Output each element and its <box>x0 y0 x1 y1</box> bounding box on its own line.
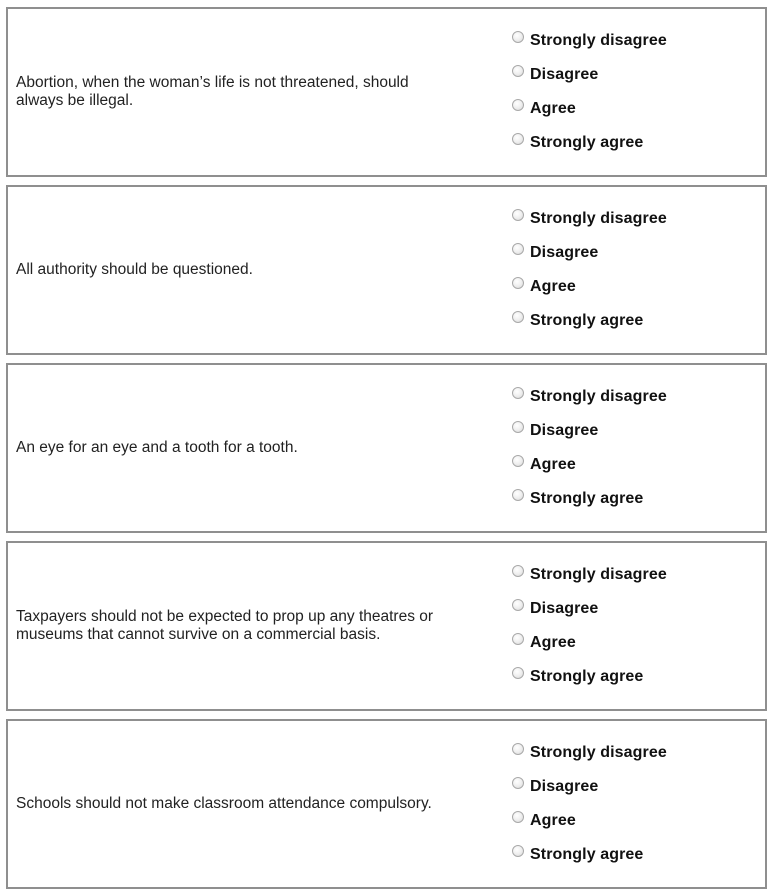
option-agree[interactable] <box>512 92 667 126</box>
question-card <box>6 185 767 355</box>
question-statement <box>16 365 456 531</box>
option-strongly-agree[interactable] <box>512 482 667 516</box>
answer-options <box>512 736 667 872</box>
option-label: Agree <box>530 456 576 473</box>
option-agree[interactable] <box>512 804 667 838</box>
radio-button[interactable] <box>512 845 524 857</box>
option-label: Agree <box>530 100 576 117</box>
option-disagree[interactable] <box>512 592 667 626</box>
radio-button[interactable] <box>512 667 524 679</box>
option-strongly-agree[interactable] <box>512 126 667 160</box>
answer-options <box>512 202 667 338</box>
option-label: Agree <box>530 634 576 651</box>
option-label: Strongly agree <box>530 312 644 329</box>
option-strongly-disagree[interactable] <box>512 202 667 236</box>
question-text: Abortion, when the woman’s life is not threatened, should always be illegal. <box>16 74 409 109</box>
question-statement <box>16 721 456 887</box>
question-card <box>6 541 767 711</box>
radio-button[interactable] <box>512 565 524 577</box>
option-disagree[interactable] <box>512 236 667 270</box>
question-card <box>6 363 767 533</box>
radio-button[interactable] <box>512 421 524 433</box>
radio-button[interactable] <box>512 99 524 111</box>
question-card <box>6 7 767 177</box>
question-statement <box>16 187 456 353</box>
radio-button[interactable] <box>512 599 524 611</box>
option-agree[interactable] <box>512 626 667 660</box>
radio-button[interactable] <box>512 133 524 145</box>
radio-button[interactable] <box>512 743 524 755</box>
option-disagree[interactable] <box>512 414 667 448</box>
option-label: Strongly disagree <box>530 388 667 405</box>
radio-button[interactable] <box>512 811 524 823</box>
option-disagree[interactable] <box>512 58 667 92</box>
option-label: Strongly disagree <box>530 566 667 583</box>
option-strongly-disagree[interactable] <box>512 24 667 58</box>
option-agree[interactable] <box>512 448 667 482</box>
answer-options <box>512 558 667 694</box>
option-label: Strongly disagree <box>530 210 667 227</box>
option-strongly-disagree[interactable] <box>512 736 667 770</box>
question-statement <box>16 9 456 175</box>
radio-button[interactable] <box>512 311 524 323</box>
option-label: Disagree <box>530 66 599 83</box>
option-strongly-disagree[interactable] <box>512 380 667 414</box>
option-label: Disagree <box>530 600 599 617</box>
option-label: Disagree <box>530 244 599 261</box>
option-strongly-agree[interactable] <box>512 838 667 872</box>
option-strongly-agree[interactable] <box>512 660 667 694</box>
option-label: Strongly agree <box>530 490 644 507</box>
question-text: All authority should be questioned. <box>16 261 253 278</box>
radio-button[interactable] <box>512 243 524 255</box>
option-label: Agree <box>530 812 576 829</box>
radio-button[interactable] <box>512 777 524 789</box>
radio-button[interactable] <box>512 209 524 221</box>
option-strongly-disagree[interactable] <box>512 558 667 592</box>
radio-button[interactable] <box>512 387 524 399</box>
radio-button[interactable] <box>512 277 524 289</box>
option-label: Strongly disagree <box>530 32 667 49</box>
option-label: Agree <box>530 278 576 295</box>
option-label: Strongly agree <box>530 668 644 685</box>
option-agree[interactable] <box>512 270 667 304</box>
radio-button[interactable] <box>512 31 524 43</box>
answer-options <box>512 380 667 516</box>
question-text: Schools should not make classroom attendance compulsory. <box>16 795 432 812</box>
question-statement <box>16 543 456 709</box>
radio-button[interactable] <box>512 489 524 501</box>
option-label: Strongly agree <box>530 846 644 863</box>
option-disagree[interactable] <box>512 770 667 804</box>
answer-options <box>512 24 667 160</box>
radio-button[interactable] <box>512 633 524 645</box>
option-label: Disagree <box>530 422 599 439</box>
option-label: Strongly agree <box>530 134 644 151</box>
option-label: Strongly disagree <box>530 744 667 761</box>
option-strongly-agree[interactable] <box>512 304 667 338</box>
radio-button[interactable] <box>512 65 524 77</box>
radio-button[interactable] <box>512 455 524 467</box>
option-label: Disagree <box>530 778 599 795</box>
question-card <box>6 719 767 889</box>
question-text: An eye for an eye and a tooth for a tooth. <box>16 439 298 456</box>
question-text: Taxpayers should not be expected to prop up any theatres or museums that cannot survive on a commercial basis. <box>16 608 434 643</box>
